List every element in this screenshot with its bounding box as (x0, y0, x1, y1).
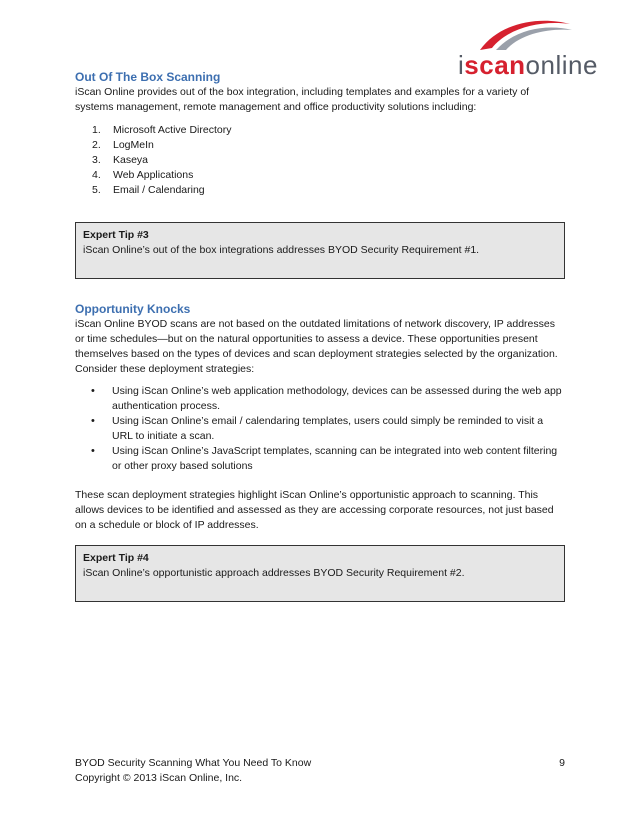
section2-summary: These scan deployment strategies highlight iScan Online’s opportunistic approach to scanning. This allows devices to be identified and assessed as they are accessing corporate resources, not just based on a schedule or block of IP addresses. (75, 489, 554, 531)
list-text: Using iScan Online’s web application methodology, devices can be assessed during the web app authentication process. (112, 385, 562, 412)
tip-text: iScan Online’s opportunistic approach addresses BYOD Security Requirement #2. (83, 567, 465, 579)
logo-i: i (458, 50, 465, 80)
logo-scan: scan (464, 50, 526, 80)
list-item (75, 444, 565, 474)
list-text: LogMeIn (113, 139, 154, 151)
section-heading-opportunity-knocks: Opportunity Knocks (75, 302, 191, 316)
list-item (75, 414, 565, 444)
section-heading-out-of-the-box: Out Of The Box Scanning (75, 70, 221, 84)
footer-title: BYOD Security Scanning What You Need To Know (75, 757, 312, 769)
list-item (75, 384, 565, 414)
page-number: 9 (559, 757, 565, 769)
integration-list (75, 123, 565, 198)
section1-intro: iScan Online provides out of the box integration, including templates and examples for a variety of systems management, remote management and office productivity solutions including: (75, 86, 530, 113)
list-number: 5. (92, 184, 101, 196)
expert-tip-4-box (75, 545, 565, 602)
list-item (75, 168, 565, 183)
logo-online: online (525, 50, 598, 80)
deployment-strategy-list (75, 384, 565, 474)
footer-copyright: Copyright © 2013 iScan Online, Inc. (75, 772, 243, 784)
tip-title: Expert Tip #4 (83, 552, 149, 564)
list-number: 1. (92, 124, 101, 136)
list-text: Web Applications (113, 169, 194, 181)
list-text: Microsoft Active Directory (113, 124, 232, 136)
list-item (75, 183, 565, 198)
section2-intro: iScan Online BYOD scans are not based on the outdated limitations of network discovery, IP addresses or time schedules—but on the natural opportunities to assess a device. These opportunities present themselves based on the types of devices and scan deployment strategies selected by the organization. Consider these deployment strategies: (75, 318, 558, 375)
company-logo (420, 14, 620, 80)
expert-tip-3-box (75, 222, 565, 279)
list-number: 3. (92, 154, 101, 166)
list-text: Using iScan Online’s JavaScript templates, scanning can be integrated into web content filtering or other proxy based solutions (112, 445, 558, 472)
page-footer (75, 756, 565, 786)
list-text: Using iScan Online’s email / calendaring templates, users could simply be reminded to visit a URL to initiate a scan. (112, 415, 544, 442)
footer-row (75, 756, 565, 771)
list-number: 2. (92, 139, 101, 151)
list-item (75, 138, 565, 153)
list-text: Email / Calendaring (113, 184, 205, 196)
logo-swoosh-icon (420, 14, 620, 54)
bullet-icon: • (91, 385, 95, 397)
bullet-icon: • (91, 415, 95, 427)
list-item (75, 153, 565, 168)
list-item (75, 123, 565, 138)
tip-title: Expert Tip #3 (83, 229, 149, 241)
bullet-icon: • (91, 445, 95, 457)
page-content (75, 69, 565, 602)
list-number: 4. (92, 169, 101, 181)
list-text: Kaseya (113, 154, 149, 166)
tip-text: iScan Online’s out of the box integrations addresses BYOD Security Requirement #1. (83, 244, 480, 256)
